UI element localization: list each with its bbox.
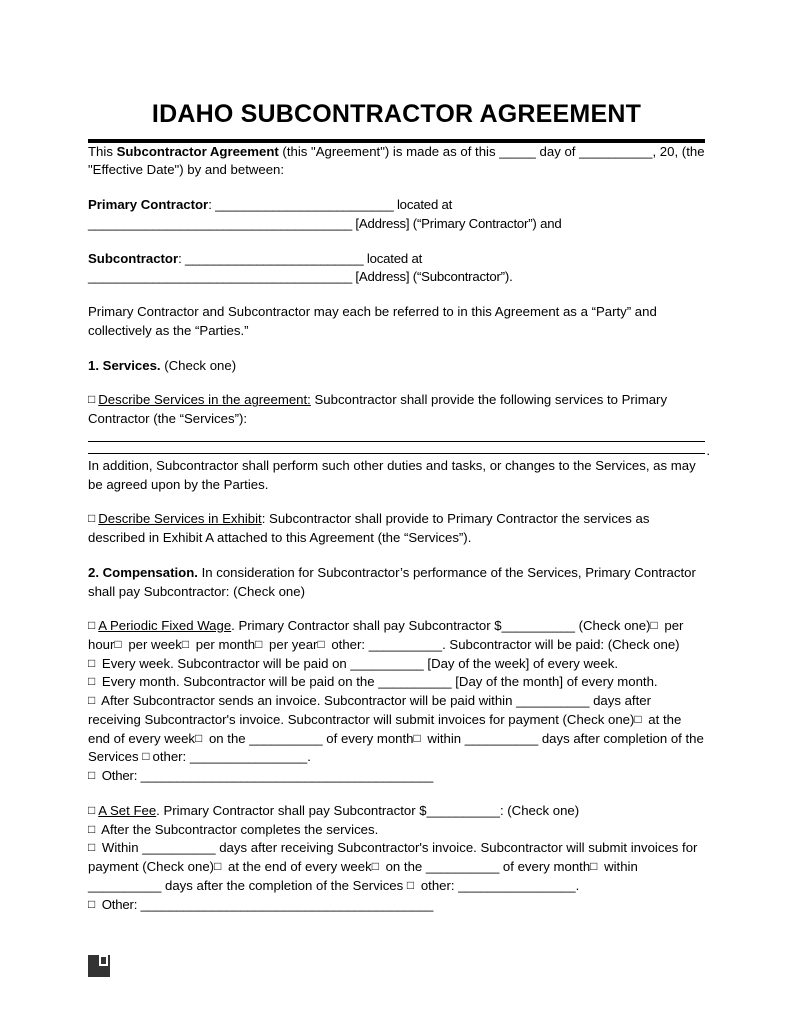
- set-fee-line-1: [88, 802, 705, 821]
- checkbox-after-completes-services[interactable]: □: [88, 821, 96, 836]
- checkbox-on-the-day-of-month[interactable]: □: [195, 730, 203, 745]
- set-fee-on-the-text: on the __________ of every month: [381, 859, 591, 875]
- services-blank-line-2-row: [88, 442, 710, 458]
- checkbox-set-fee[interactable]: □: [88, 802, 96, 817]
- periodic-per-year-label: per year: [265, 636, 318, 652]
- checkbox-set-fee-other[interactable]: □: [88, 896, 96, 911]
- section-1-option-b-underlined: Describe Services in Exhibit: [98, 511, 262, 527]
- primary-contractor-fill: : _________________________ located at: [208, 197, 453, 213]
- checkbox-set-fee-end-of-week[interactable]: □: [214, 859, 222, 874]
- section-1-check-one: (Check one): [160, 357, 237, 373]
- periodic-after-invoice-line: [88, 692, 705, 767]
- periodic-wage-underlined: A Periodic Fixed Wage: [98, 618, 232, 634]
- checkbox-every-month[interactable]: □: [88, 674, 96, 689]
- checkbox-periodic-fixed-wage[interactable]: □: [88, 618, 96, 633]
- primary-contractor-label: Primary Contractor: [88, 197, 209, 213]
- checkbox-every-week[interactable]: □: [88, 655, 96, 670]
- checkbox-set-fee-within-completion[interactable]: □: [590, 859, 598, 874]
- checkbox-per-week[interactable]: □: [114, 636, 122, 651]
- section-1-number-label: 1. Services.: [88, 357, 161, 373]
- intro-paragraph: [88, 143, 705, 180]
- set-fee-other-tail-text: other: ________________.: [417, 877, 580, 893]
- checkbox-describe-services-agreement[interactable]: □: [88, 392, 96, 407]
- periodic-other-line-text: Other: _________________________________________: [98, 768, 434, 784]
- set-fee-within-text: Within __________ days after receiving Subcontractor's invoice. Subcontractor will submit invoices for payment (Check one): [88, 840, 698, 875]
- subcontractor-address-fill: _____________________________________ [Address] (“Subcontractor”).: [88, 269, 513, 285]
- checkbox-set-fee-on-the-day[interactable]: □: [371, 859, 379, 874]
- periodic-per-month-label: per month: [192, 636, 256, 652]
- section-1-option-a-underlined: Describe Services in the agreement:: [98, 392, 311, 408]
- primary-contractor-block: [88, 196, 705, 233]
- checkbox-within-days-completion[interactable]: □: [413, 730, 421, 745]
- section-1-option-a-text: Subcontractor shall provide the following services to Primary Contractor (the “Services”):: [88, 392, 668, 427]
- section-2-intro-text: In consideration for Subcontractor’s performance of the Services, Primary Contractor shall pay Subcontractor: (Check one): [88, 564, 696, 599]
- compensation-options-spacer: [88, 786, 705, 802]
- checkbox-per-hour[interactable]: □: [650, 618, 658, 633]
- services-blank-line-2[interactable]: [88, 453, 705, 454]
- checkbox-per-month[interactable]: □: [181, 636, 190, 651]
- subcontractor-block: [88, 250, 705, 287]
- set-fee-other-line-text: Other: _________________________________________: [98, 896, 434, 912]
- services-line-end-period: .: [706, 442, 710, 458]
- party-clause-paragraph: Primary Contractor and Subcontractor may each be referred to in this Agreement as a “Party” and collectively as the “Parties.”: [88, 304, 657, 338]
- set-fee-other-line: [88, 896, 705, 915]
- section-1-option-b: [88, 510, 705, 547]
- set-fee-after-completes-line: [88, 821, 705, 840]
- set-fee-within-days-line: [88, 839, 705, 895]
- set-fee-after-completes-text: After the Subcontractor completes the services.: [98, 821, 379, 837]
- section-2-heading: [88, 564, 705, 601]
- periodic-within-days-text: within __________ days after completion of the Services: [88, 730, 704, 765]
- set-fee-line-1-text: . Primary Contractor shall pay Subcontractor $__________: (Check one): [156, 802, 580, 818]
- periodic-at-end-of-week-text: at the end of every week: [88, 711, 682, 746]
- set-fee-within-completion-text: within __________ days after the completion of the Services: [88, 859, 638, 893]
- subcontractor-fill: : _________________________ located at: [178, 250, 423, 266]
- primary-contractor-address-fill: _____________________________________ [Address] (“Primary Contractor”) and: [88, 215, 562, 231]
- periodic-every-month-line: [88, 673, 705, 692]
- periodic-after-invoice-text: After Subcontractor sends an invoice. Subcontractor will be paid within __________ days after receiving Subcontractor's invoice. Subcontractor will submit invoices for payment (Check one): [88, 693, 651, 727]
- periodic-per-week-label: per week: [124, 636, 182, 652]
- legal-templates-logo-icon: [88, 955, 114, 981]
- set-fee-at-end-of-week-text: at the end of every week: [224, 859, 372, 875]
- checkbox-per-year[interactable]: □: [255, 636, 263, 651]
- intro-rest: (this "Agreement") is made as of this _____ day of __________, 20, (the "Effective Date") by and between:: [88, 143, 705, 178]
- periodic-other-line: [88, 767, 705, 786]
- section-1-option-b-text: : Subcontractor shall provide to Primary Contractor the services as described in Exhibit A attached to this Agreement (the “Services”).: [88, 511, 650, 546]
- checkbox-periodic-other-frequency[interactable]: □: [317, 636, 325, 651]
- section-1-heading: [88, 357, 705, 376]
- checkbox-describe-services-exhibit[interactable]: □: [88, 511, 96, 526]
- periodic-every-week-line: [88, 655, 705, 674]
- section-1-additional-duties: In addition, Subcontractor shall perform such other duties and tasks, or changes to the Services, as may be agreed upon by the Parties.: [88, 457, 696, 492]
- periodic-other-tail-text: other: ________________.: [152, 749, 311, 765]
- periodic-wage-line-1-text: . Primary Contractor shall pay Subcontractor $__________ (Check one): [231, 618, 651, 634]
- checkbox-periodic-invoice-other[interactable]: □: [142, 749, 150, 764]
- checkbox-set-fee-within-days[interactable]: □: [88, 840, 96, 855]
- periodic-every-week-text: Every week. Subcontractor will be paid on __________ [Day of the week] of every week.: [98, 655, 618, 671]
- logo-notch-shape: [99, 955, 108, 966]
- services-blank-line-1[interactable]: [88, 441, 705, 442]
- checkbox-after-invoice[interactable]: □: [88, 693, 96, 708]
- checkbox-at-end-of-every-week[interactable]: □: [634, 711, 642, 726]
- document-content: [88, 100, 710, 914]
- set-fee-underlined: A Set Fee: [98, 802, 157, 818]
- checkbox-set-fee-invoice-other[interactable]: □: [406, 877, 415, 892]
- periodic-other-inline-text: other: __________. Subcontractor will be paid: (Check one): [327, 636, 680, 652]
- periodic-wage-line-1: [88, 617, 705, 654]
- subcontractor-label: Subcontractor: [88, 250, 179, 266]
- intro-bold-term: Subcontractor Agreement: [116, 143, 279, 159]
- checkbox-periodic-other[interactable]: □: [88, 768, 96, 783]
- section-1-option-a: [88, 391, 705, 428]
- page-title: IDAHO SUBCONTRACTOR AGREEMENT: [151, 100, 642, 128]
- section-2-number-label: 2. Compensation.: [88, 564, 198, 580]
- periodic-every-month-text: Every month. Subcontractor will be paid on the __________ [Day of the month] of every month.: [98, 674, 658, 690]
- intro-lead: This: [88, 143, 117, 159]
- periodic-on-the-text: on the __________ of every month: [205, 730, 414, 746]
- periodic-per-hour-label: per hour: [88, 618, 684, 652]
